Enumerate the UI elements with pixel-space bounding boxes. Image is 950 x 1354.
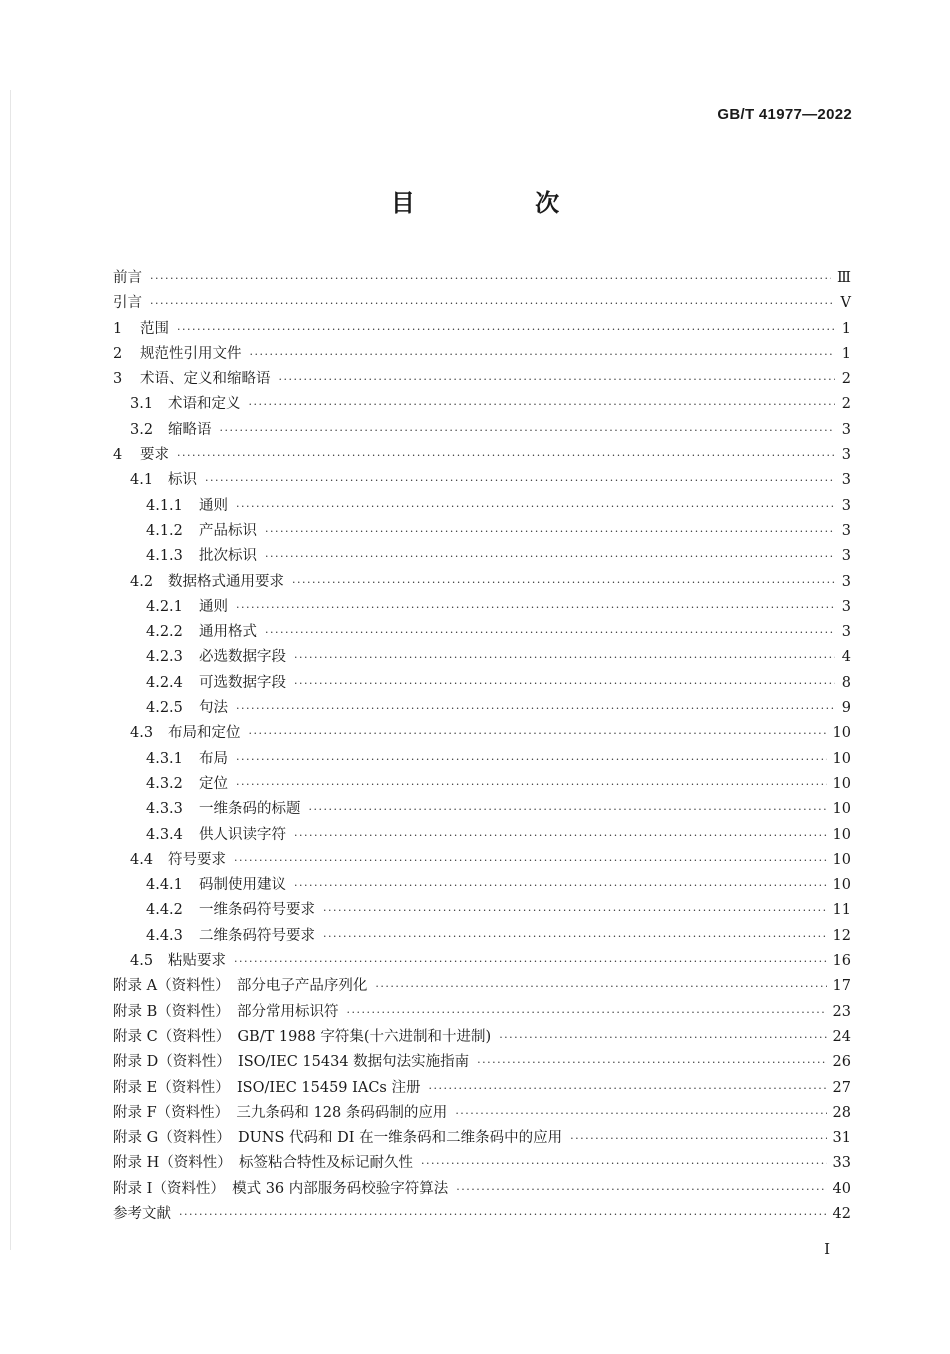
toc-entry-label: 布局 (199, 750, 228, 767)
toc-entry-number: 4.4.2 (146, 902, 183, 919)
toc-dot-leader (292, 570, 835, 595)
toc-entry-label: 一维条码的标题 (199, 801, 301, 818)
toc-entry-label: 附录 G（资料性） DUNS 代码和 DI 在一维条码和二维条码中的应用 (113, 1130, 563, 1147)
toc-entry-number: 4.3.4 (146, 826, 183, 843)
toc-entry[interactable] (113, 1177, 851, 1202)
toc-entry[interactable] (113, 898, 851, 923)
toc-entry-number: 4.2.2 (146, 624, 183, 641)
toc-entry[interactable] (113, 266, 851, 291)
toc-entry[interactable] (113, 721, 851, 746)
toc-entry[interactable] (113, 1076, 851, 1101)
toc-entry-page: 42 (832, 1205, 851, 1222)
toc-entry-number: 3.2 (130, 421, 154, 438)
toc-dot-leader (456, 1177, 826, 1202)
toc-entry-page: 9 (841, 700, 851, 717)
toc-entry-page: 28 (832, 1104, 851, 1121)
toc-dot-leader (421, 1151, 827, 1176)
toc-entry-page: 16 (832, 953, 851, 970)
toc-entry-label: 附录 D（资料性） ISO/IEC 15434 数据句法实施指南 (113, 1054, 470, 1071)
toc-dot-leader (236, 494, 835, 519)
toc-entry-label: 二维条码符号要求 (199, 927, 315, 944)
toc-entry[interactable] (113, 1050, 851, 1075)
toc-entry[interactable] (113, 671, 851, 696)
toc-entry-page: 10 (832, 801, 851, 818)
toc-dot-leader (294, 823, 827, 848)
toc-entry[interactable] (113, 443, 851, 468)
toc-entry-page: Ⅲ (837, 270, 851, 286)
toc-entry-label: 标识 (168, 472, 197, 489)
toc-entry[interactable] (113, 620, 851, 645)
toc-entry[interactable] (113, 772, 851, 797)
toc-entry-page: 3 (841, 447, 851, 464)
standard-code: GB/T 41977—2022 (717, 106, 852, 123)
toc-entry-number: 4.4.1 (146, 877, 183, 894)
toc-entry-label: 术语和定义 (168, 396, 241, 413)
toc-entry-number: 4.5 (130, 953, 154, 970)
toc-entry[interactable] (113, 1025, 851, 1050)
toc-dot-leader (250, 342, 836, 367)
toc-entry-number: 4 (113, 447, 123, 464)
toc-entry[interactable] (113, 494, 851, 519)
toc-entry-label: 附录 F（资料性） 三九条码和 128 条码码制的应用 (113, 1104, 448, 1121)
toc-entry-label: 附录 I（资料性） 模式 36 内部服务码校验字符算法 (113, 1180, 449, 1197)
toc-entry-page: 3 (841, 548, 851, 565)
toc-entry-number: 3.1 (130, 396, 154, 413)
toc-entry-number: 1 (113, 320, 123, 337)
toc-entry-page: 4 (841, 649, 851, 666)
toc-entry-page: 10 (832, 775, 851, 792)
toc-dot-leader (234, 949, 827, 974)
toc-entry-page: 10 (832, 826, 851, 843)
toc-entry-page: 3 (841, 421, 851, 438)
toc-entry[interactable] (113, 645, 851, 670)
toc-dot-leader (236, 696, 835, 721)
toc-entry-label: 句法 (199, 700, 228, 717)
toc-entry-label: 产品标识 (199, 522, 257, 539)
toc-entry[interactable] (113, 418, 851, 443)
toc-entry-number: 3 (113, 371, 123, 388)
toc-entry-page: 3 (841, 598, 851, 615)
toc-dot-leader (294, 671, 835, 696)
toc-entry-label: 规范性引用文件 (140, 345, 242, 362)
toc-entry-label: 通则 (199, 497, 228, 514)
toc-entry[interactable] (113, 342, 851, 367)
toc-entry-label: 布局和定位 (168, 725, 241, 742)
toc-dot-leader (249, 392, 836, 417)
toc-entry-number: 4.4.3 (146, 927, 183, 944)
toc-entry[interactable] (113, 317, 851, 342)
toc-entry-page: 24 (832, 1028, 851, 1045)
toc-dot-leader (477, 1050, 826, 1075)
toc-entry-page: 26 (832, 1054, 851, 1071)
toc-entry[interactable] (113, 1126, 851, 1151)
toc-entry-label: 一维条码符号要求 (199, 902, 315, 919)
toc-entry-label: 附录 E（资料性） ISO/IEC 15459 IACs 注册 (113, 1079, 421, 1096)
toc-entry[interactable] (113, 367, 851, 392)
toc-dot-leader (265, 519, 835, 544)
page-title: 目 次 (390, 189, 616, 217)
toc-entry-number: 2 (113, 345, 123, 362)
toc-dot-leader (236, 747, 827, 772)
toc-entry-number: 4.1.3 (146, 548, 183, 565)
toc-entry[interactable] (113, 1202, 851, 1227)
toc-entry-label: 术语、定义和缩略语 (140, 371, 271, 388)
table-of-contents (113, 266, 851, 1227)
toc-entry[interactable] (113, 291, 851, 316)
toc-entry-label: 附录 H（资料性） 标签粘合特性及标记耐久性 (113, 1155, 414, 1172)
toc-entry-page: 10 (832, 851, 851, 868)
toc-entry-page: 3 (841, 573, 851, 590)
page-number: I (824, 1240, 830, 1258)
toc-entry[interactable] (113, 570, 851, 595)
toc-dot-leader (294, 645, 835, 670)
toc-entry-page: 23 (832, 1003, 851, 1020)
toc-dot-leader (150, 291, 835, 316)
toc-entry-page: 33 (832, 1155, 851, 1172)
toc-entry-label: 引言 (113, 295, 142, 312)
toc-dot-leader (323, 898, 827, 923)
toc-entry[interactable] (113, 848, 851, 873)
toc-dot-leader (205, 468, 835, 493)
toc-entry-page: 10 (832, 750, 851, 767)
toc-dot-leader (150, 266, 831, 291)
toc-entry[interactable] (113, 696, 851, 721)
toc-entry-page: 2 (841, 371, 851, 388)
toc-dot-leader (375, 974, 826, 999)
toc-dot-leader (428, 1076, 826, 1101)
toc-dot-leader (347, 1000, 827, 1025)
toc-entry[interactable] (113, 468, 851, 493)
toc-entry[interactable] (113, 544, 851, 569)
toc-entry[interactable] (113, 924, 851, 949)
toc-entry-page: 1 (841, 345, 851, 362)
toc-entry-page: 40 (832, 1180, 851, 1197)
toc-dot-leader (265, 620, 835, 645)
toc-entry-page: 12 (832, 927, 851, 944)
toc-entry-label: 通则 (199, 598, 228, 615)
toc-entry-label: 通用格式 (199, 624, 257, 641)
toc-entry[interactable] (113, 519, 851, 544)
toc-entry-label: 可选数据字段 (199, 674, 286, 691)
toc-entry-page: 8 (841, 674, 851, 691)
toc-entry-number: 4.3.1 (146, 750, 183, 767)
toc-entry-label: 码制使用建议 (199, 877, 286, 894)
toc-entry-label: 必选数据字段 (199, 649, 286, 666)
toc-entry-page: 3 (841, 624, 851, 641)
toc-entry[interactable] (113, 392, 851, 417)
toc-dot-leader (570, 1126, 826, 1151)
toc-dot-leader (455, 1101, 826, 1126)
toc-entry-label: 符号要求 (168, 851, 226, 868)
toc-entry-number: 4.2 (130, 573, 154, 590)
toc-entry-label: 定位 (199, 775, 228, 792)
toc-entry[interactable] (113, 747, 851, 772)
toc-entry[interactable] (113, 595, 851, 620)
toc-entry-page: Ⅴ (840, 295, 851, 312)
toc-entry-label: 缩略语 (168, 421, 212, 438)
toc-dot-leader (179, 1202, 827, 1227)
toc-entry-number: 4.2.4 (146, 674, 183, 691)
toc-dot-leader (220, 418, 836, 443)
toc-entry-number: 4.3.2 (146, 775, 183, 792)
toc-entry-label: 数据格式通用要求 (168, 573, 284, 590)
toc-entry[interactable] (113, 949, 851, 974)
toc-entry[interactable] (113, 873, 851, 898)
toc-dot-leader (323, 924, 827, 949)
toc-entry-number: 4.1.1 (146, 497, 183, 514)
toc-entry-page: 10 (832, 877, 851, 894)
toc-dot-leader (234, 848, 827, 873)
toc-entry-page: 3 (841, 497, 851, 514)
toc-entry-page: 3 (841, 472, 851, 489)
toc-entry-page: 17 (832, 978, 851, 995)
toc-dot-leader (309, 797, 827, 822)
toc-entry-page: 11 (832, 902, 851, 919)
toc-entry-number: 4.1.2 (146, 522, 183, 539)
toc-entry-page: 27 (832, 1079, 851, 1096)
toc-dot-leader (236, 595, 835, 620)
toc-entry-number: 4.2.5 (146, 700, 183, 717)
toc-entry[interactable] (113, 797, 851, 822)
toc-entry-number: 4.3.3 (146, 801, 183, 818)
toc-dot-leader (177, 443, 835, 468)
toc-entry-label: 附录 B（资料性） 部分常用标识符 (113, 1003, 339, 1020)
toc-entry[interactable] (113, 823, 851, 848)
toc-entry-page: 1 (841, 320, 851, 337)
toc-entry[interactable] (113, 1101, 851, 1126)
toc-entry-page: 3 (841, 522, 851, 539)
toc-entry-page: 2 (841, 396, 851, 413)
toc-entry-number: 4.2.3 (146, 649, 183, 666)
toc-dot-leader (279, 367, 836, 392)
toc-entry-label: 参考文献 (113, 1205, 171, 1222)
toc-entry-number: 4.4 (130, 851, 154, 868)
toc-entry[interactable] (113, 974, 851, 999)
toc-entry-label: 附录 A（资料性） 部分电子产品序列化 (113, 978, 368, 995)
toc-dot-leader (236, 772, 827, 797)
toc-entry-label: 供人识读字符 (199, 826, 286, 843)
toc-entry-label: 附录 C（资料性） GB/T 1988 字符集(十六进制和十进制) (113, 1028, 492, 1045)
toc-dot-leader (294, 873, 827, 898)
toc-dot-leader (499, 1025, 826, 1050)
toc-entry[interactable] (113, 1000, 851, 1025)
toc-entry-page: 31 (832, 1130, 851, 1147)
toc-entry-label: 批次标识 (199, 548, 257, 565)
toc-entry[interactable] (113, 1151, 851, 1176)
toc-entry-number: 4.3 (130, 725, 154, 742)
scan-edge-line (10, 90, 11, 1250)
toc-entry-label: 前言 (113, 270, 142, 286)
toc-entry-label: 范围 (140, 320, 169, 337)
toc-entry-label: 要求 (140, 447, 169, 464)
toc-entry-number: 4.1 (130, 472, 154, 489)
toc-dot-leader (177, 317, 835, 342)
toc-entry-number: 4.2.1 (146, 598, 183, 615)
toc-dot-leader (265, 544, 835, 569)
toc-entry-page: 10 (832, 725, 851, 742)
toc-dot-leader (249, 721, 827, 746)
toc-entry-label: 粘贴要求 (168, 953, 226, 970)
